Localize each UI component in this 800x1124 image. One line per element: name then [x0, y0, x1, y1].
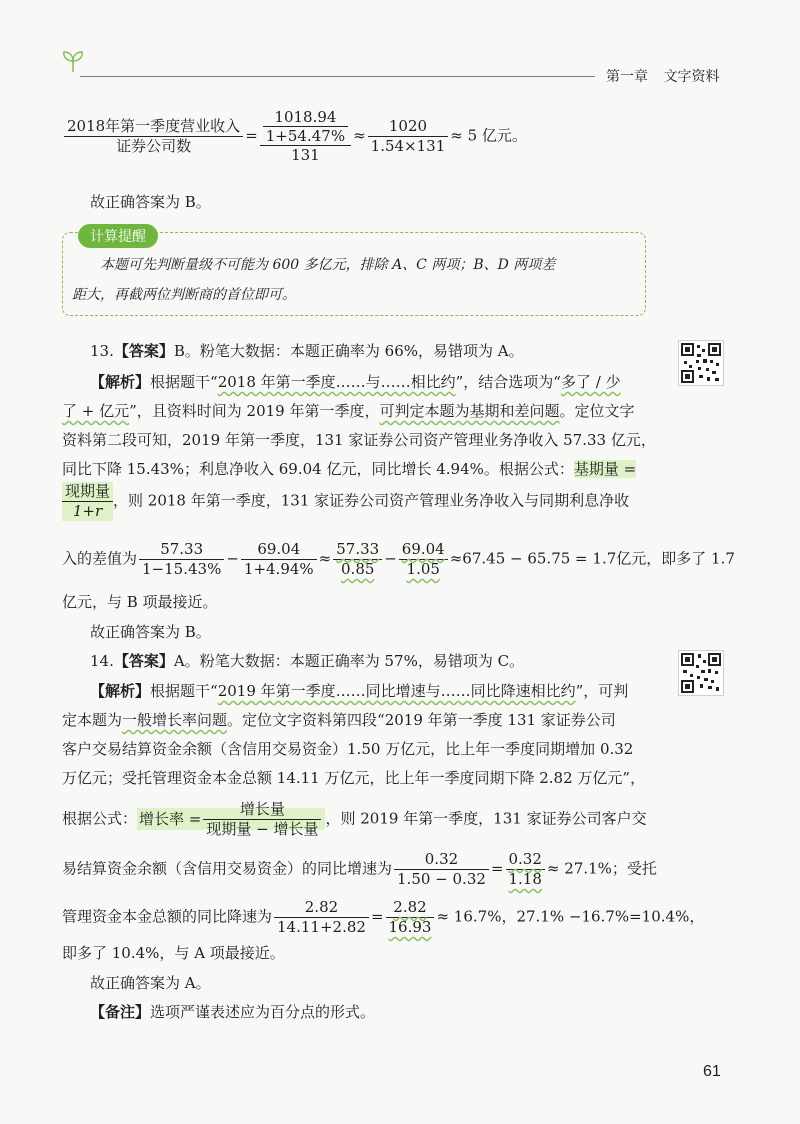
q13-analysis-line-3: 资料第二段可知，2019 年第一季度，131 家证券公司资产管理业务净收入 57.33 亿元，: [62, 431, 656, 449]
calc-nested-fraction: $\frac{\frac{1018.94}{1+54.47\%}}{131}$: [260, 108, 351, 165]
q14-analysis-line-7: 管理资金本金总额的同比降速为 $\frac{2.82}{14.11+2.82}$ = $\frac{2.82}{16.93}$ ≈ 16.7%，27.1% −16.7%=10.4%，: [62, 898, 705, 936]
q13-analysis-line-4: 同比下降 15.43%；利息净收入 69.04 亿元，同比增长 4.94%。根据公式：基期量 =: [62, 460, 637, 478]
calc-tip-line-1: 本题可先判断量级不可能为 600 多亿元，排除 A、C 两项；B、D 两项差: [100, 257, 556, 273]
calc-tip-line-2: 距大，再截两位判断商的首位即可。: [72, 287, 296, 303]
header-rule: [80, 76, 595, 77]
q13-analysis-line-1: 【解析】根据题干“2018 年第一季度……与……相比约”，结合选项为“多了 / 少: [90, 373, 621, 391]
q14-analysis-line-3: 客户交易结算资金余额（含信用交易资金）1.50 万亿元，比上年一季度同期增加 0.32: [62, 740, 634, 758]
q13-analysis-line-7: 亿元，与 B 项最接近。: [62, 593, 218, 611]
q14-analysis-line-2: 定本题为一般增长率问题。定位文字资料第四段“2019 年第一季度 131 家证券公司: [62, 711, 616, 729]
q13-analysis-line-2: 了 + 亿元”，且资料时间为 2019 年第一季度，可判定本题为基期和差问题。定位文字: [62, 402, 635, 420]
q14-rate-formula-fraction: $\frac{\text{增长量}}{\text{现期量 − 增长量}}$: [203, 800, 321, 839]
calc-formula-top: $\frac{\text{2018年第一季度营业收入}}{\text{证券公司数}}$ = $\frac{\frac{1018.94}{1+54.47\%}}{131}$ ≈ $\frac{1020}{1.54\times 131}$ ≈ 5 亿元。: [62, 108, 527, 165]
q14-analysis-line-4: 万亿元；受托管理资金本金总额 14.11 万亿元，比上年一季度同期下降 2.82 万亿元”，: [62, 769, 646, 787]
q14-note: 【备注】选项严谨表述应为百分点的形式。: [90, 1003, 376, 1021]
q14-analysis-line-1: 【解析】根据题干“2019 年第一季度……同比增速与……同比降速相比约”，可判: [90, 682, 629, 700]
q13-base-formula-fraction: $\frac{\text{现期量}}{1+r}$: [62, 482, 113, 521]
q14-analysis-line-6: 易结算资金余额（含信用交易资金）的同比增速为 $\frac{0.32}{1.50 - 0.32}$ = $\frac{0.32}{1.18}$ ≈ 27.1%；受托: [62, 850, 657, 888]
answer-conclusion-b-1: 故正确答案为 B。: [90, 193, 211, 211]
header-chapter: 第一章 文字资料: [606, 68, 720, 84]
qr-code-q14[interactable]: [678, 650, 724, 696]
page-number: 61: [703, 1063, 721, 1080]
qr-code-q13[interactable]: [678, 340, 724, 386]
q13-conclusion: 故正确答案为 B。: [90, 623, 211, 641]
q13-answer: 13.【答案】B。粉笔大数据：本题正确率为 66%，易错项为 A。: [90, 342, 524, 360]
q14-conclusion: 故正确答案为 A。: [90, 974, 211, 992]
q14-answer: 14.【答案】A。粉笔大数据：本题正确率为 57%，易错项为 C。: [90, 652, 525, 670]
q14-analysis-line-8: 即多了 10.4%，与 A 项最接近。: [62, 944, 285, 962]
calc-tip-title: 计算提醒: [78, 224, 158, 248]
calc-approx-fraction: $\frac{1020}{1.54\times 131}$: [368, 117, 449, 156]
header-sprout-icon: [60, 48, 86, 78]
q13-analysis-line-6: 入的差值为 $\frac{57.33}{1-15.43\%}$ − $\frac{69.04}{1+4.94\%}$ ≈ $\frac{57.33}{0.85}$ − $\frac{69.04}{1.05}$ ≈67.45 − 65.75 = 1.7亿元，即多了 1.7: [62, 540, 735, 578]
calc-lhs-fraction: $\frac{\text{2018年第一季度营业收入}}{\text{证券公司数}}$: [64, 117, 243, 156]
q13-analysis-line-5: $\frac{\text{现期量}}{1+r}$ ，则 2018 年第一季度，131 家证券公司资产管理业务净收入与同期利息净收: [62, 482, 629, 521]
q14-analysis-line-5: 根据公式： 增长率 = $\frac{\text{增长量}}{\text{现期量 − 增长量}}$ ，则 2019 年第一季度，131 家证券公司客户交: [62, 800, 647, 838]
